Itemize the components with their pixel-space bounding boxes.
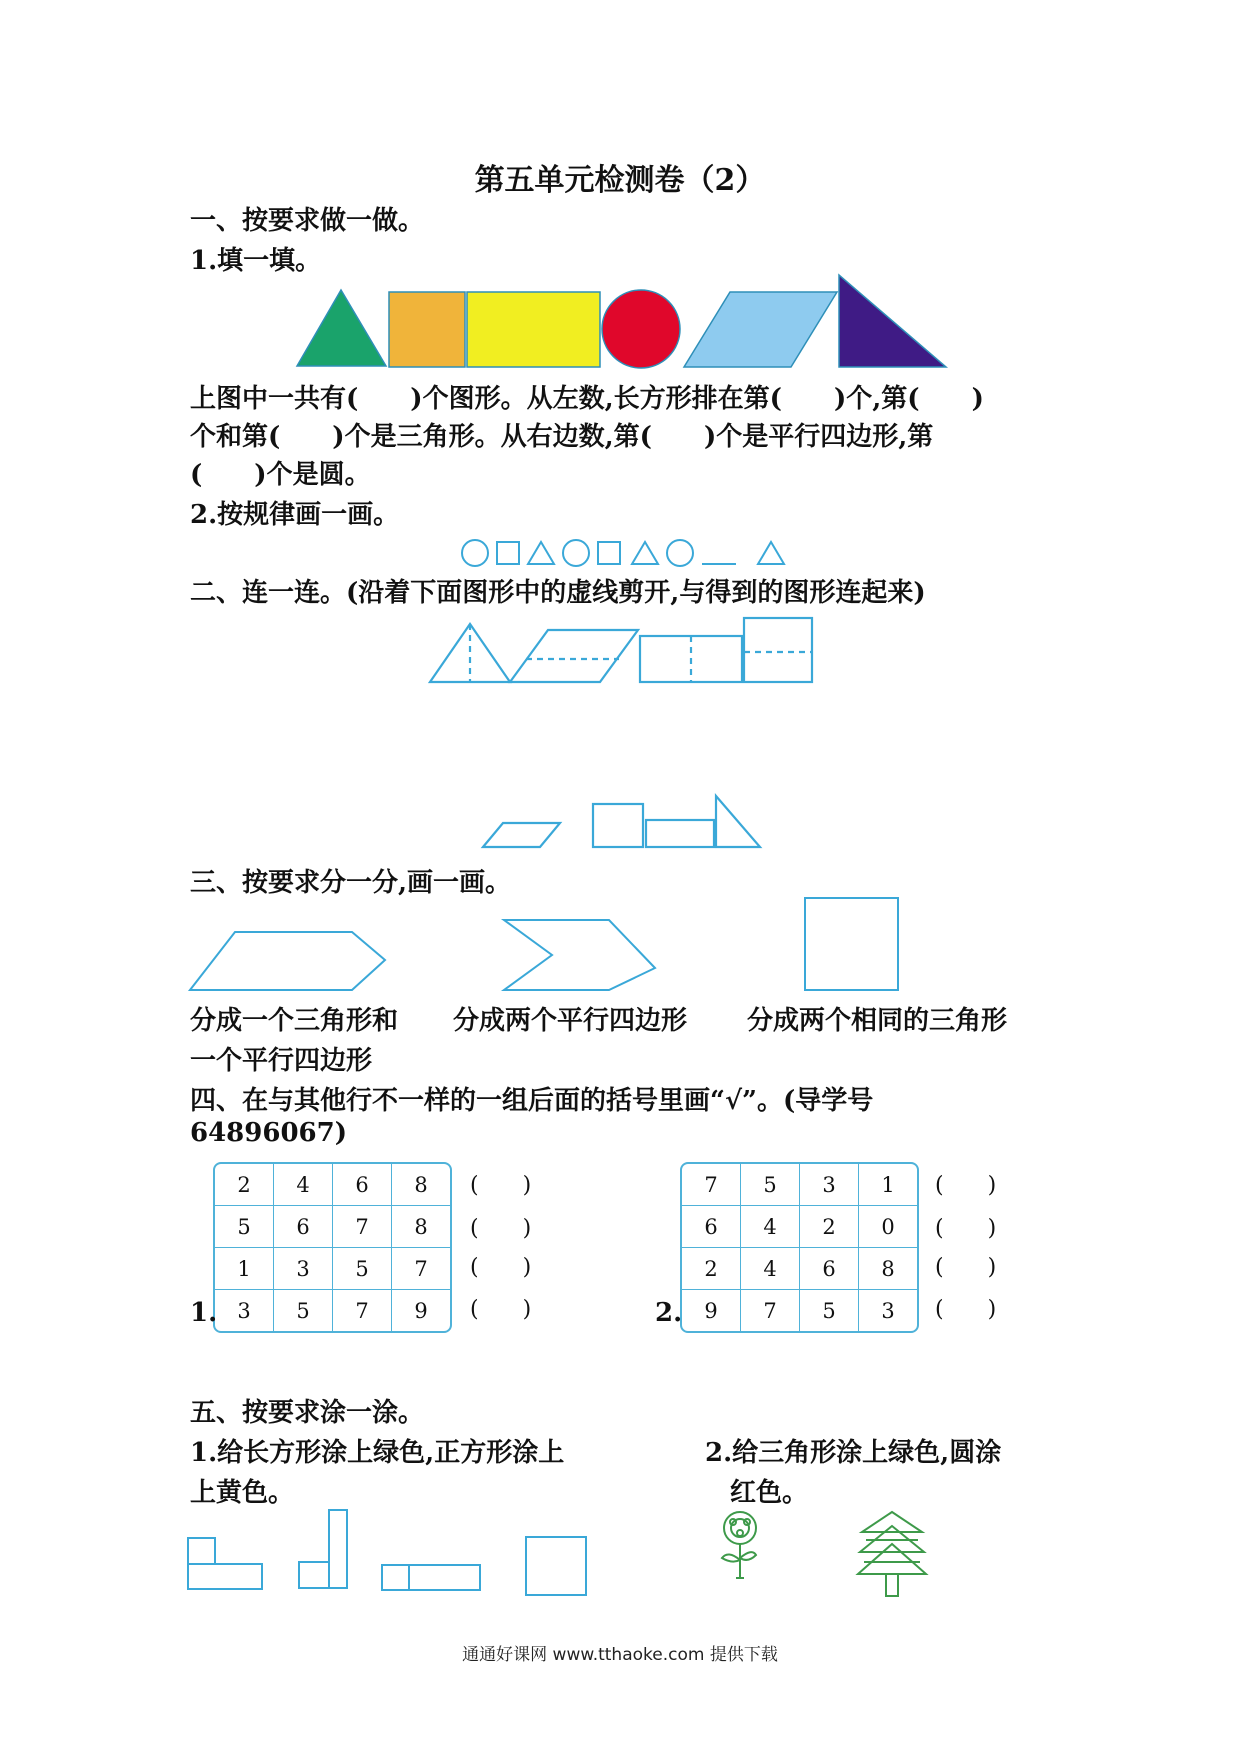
grid-cell: 1 [859,1164,918,1206]
grid-cell: 4 [741,1206,800,1248]
grid-cell: 3 [881,1298,895,1323]
q1-text-line1: 上图中一共有( )个图形。从左数,长方形排在第( )个,第( ) [190,384,984,414]
section5-q1-line1: 1.给长方形涂上绿色,正方形涂上 [190,1438,565,1468]
tree-icon [858,1512,926,1596]
grid2-row [682,1206,917,1248]
grid-cell: 4 [741,1248,800,1290]
answer-paren[interactable]: ( ) [470,1173,532,1198]
grid2-row [682,1164,917,1206]
caption2: 分成两个平行四边形 [453,1006,688,1036]
grid-cell: 6 [274,1206,333,1248]
grid2-row [682,1290,917,1332]
grid-cell: 1 [215,1248,274,1290]
green-triangle [297,290,386,366]
q1-label: 1.填一填。 [190,246,322,276]
red-circle [602,290,680,368]
section5-q2-line2: 红色。 [730,1478,809,1508]
cut-shapes-bottom [0,790,1240,860]
answer-paren[interactable]: ( ) [935,1297,997,1322]
grid-cell: 5 [741,1164,800,1206]
grid-cell: 8 [392,1164,451,1206]
colored-shapes-figure [0,270,1240,390]
orange-square [389,292,465,367]
grid-cell: 2 [800,1206,859,1248]
grid-cell: 3 [215,1290,274,1332]
q1-text-line2: 个和第( )个是三角形。从右边数,第( )个是平行四边形,第 [190,422,934,452]
grid-cell: 9 [414,1298,428,1323]
section2-heading: 二、连一连。(沿着下面图形中的虚线剪开,与得到的图形连起来) [190,578,926,608]
grid-cell: 9 [682,1290,741,1332]
number-grid-2 [680,1162,919,1333]
blue-parallelogram [684,292,837,367]
answer-paren[interactable]: ( ) [470,1255,532,1280]
pattern-sequence [0,536,1240,576]
grid2-label: 2. [655,1298,683,1328]
answer-paren[interactable]: ( ) [470,1216,532,1241]
grid-cell: 3 [800,1164,859,1206]
grid-cell: 6 [333,1164,392,1206]
grid-cell: 4 [274,1164,333,1206]
purple-right-triangle [839,275,946,367]
page-title: 第五单元检测卷（2） [474,163,766,198]
grid1-label: 1. [190,1298,218,1328]
answer-paren[interactable]: ( ) [935,1216,997,1241]
section5-q1-line2: 上黄色。 [190,1478,295,1508]
yellow-rectangle [467,292,600,367]
caption1-line1: 分成一个三角形和 [190,1006,399,1036]
caption1-line2: 一个平行四边形 [190,1046,373,1076]
flower-icon [722,1512,756,1578]
grid-cell: 8 [859,1248,918,1290]
section1-heading: 一、按要求做一做。 [190,206,425,236]
grid-cell: 7 [741,1290,800,1332]
coloring-shapes-right [0,1500,1240,1610]
q2-label: 2.按规律画一画。 [190,500,400,530]
answer-paren[interactable]: ( ) [935,1255,997,1280]
section4-heading-line2: 64896067) [190,1118,348,1148]
grid-cell: 5 [274,1290,333,1332]
answer-paren[interactable]: ( ) [935,1173,997,1198]
grid1-row [215,1164,450,1206]
grid1-row [215,1290,450,1332]
grid-cell: 7 [392,1248,451,1290]
grid-cell: 5 [215,1206,274,1248]
grid-cell: 6 [800,1248,859,1290]
grid-cell: 2 [682,1248,741,1290]
number-grid-1 [213,1162,452,1333]
grid-cell: 7 [333,1290,392,1332]
grid-cell: 6 [682,1206,741,1248]
grid-cell: 5 [800,1290,859,1332]
section3-heading: 三、按要求分一分,画一画。 [190,868,512,898]
grid-cell: 0 [859,1206,918,1248]
section4-heading-line1: 四、在与其他行不一样的一组后面的括号里画“√”。(导学号 [190,1086,874,1116]
section5-heading: 五、按要求涂一涂。 [190,1398,425,1428]
division-shapes [0,890,1240,1000]
cut-shapes-top [0,616,1240,696]
grid-cell: 3 [274,1248,333,1290]
footer: 通通好课网 www.tthaoke.com 提供下载 [462,1645,778,1665]
grid2-row [682,1248,917,1290]
grid1-row [215,1206,450,1248]
grid-cell: 2 [215,1164,274,1206]
section5-q2-line1: 2.给三角形涂上绿色,圆涂 [705,1438,1002,1468]
grid-cell: 8 [392,1206,451,1248]
grid1-row [215,1248,450,1290]
q1-text-line3: ( )个是圆。 [190,460,371,490]
answer-paren[interactable]: ( ) [470,1297,532,1322]
grid-cell: 5 [333,1248,392,1290]
grid-cell: 7 [333,1206,392,1248]
caption3: 分成两个相同的三角形 [747,1006,1008,1036]
grid-cell: 7 [682,1164,741,1206]
